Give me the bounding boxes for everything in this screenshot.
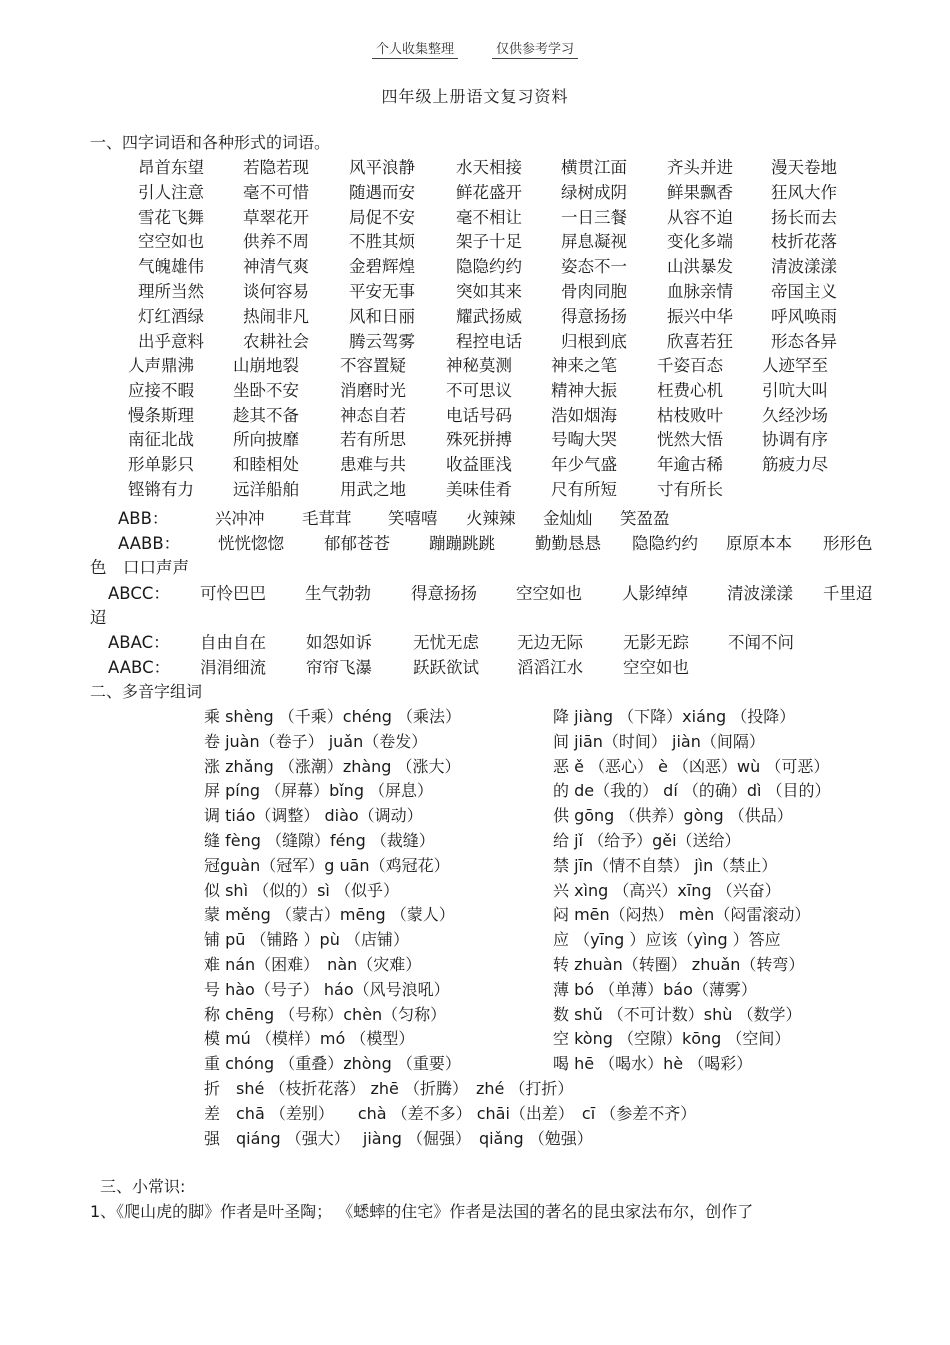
idiom-word: 谈何容易 bbox=[243, 281, 309, 301]
polyphone-entry: 给 jǐ （给予）gěi（送给） bbox=[553, 831, 741, 850]
polyphone-entry: 闷 mēn（闷热） mèn（闷雷滚动） bbox=[553, 905, 811, 925]
page-title: 四年级上册语文复习资料 bbox=[381, 87, 569, 106]
idiom-word: 水天相接 bbox=[456, 158, 522, 177]
aabb-line bbox=[118, 530, 873, 554]
aabb-word: 勤勤恳恳 bbox=[535, 534, 601, 553]
idiom-word: 神来之笔 bbox=[551, 356, 617, 375]
idiom-word: 昂首东望 bbox=[138, 158, 204, 177]
abcc-word: 得意扬扬 bbox=[411, 584, 477, 603]
abb-word: 笑盈盈 bbox=[620, 509, 670, 528]
abac-word: 不闻不问 bbox=[728, 633, 794, 652]
idiom-word: 殊死拼搏 bbox=[446, 430, 512, 450]
idiom-word: 浩如烟海 bbox=[551, 405, 617, 425]
idiom-word: 平安无事 bbox=[349, 281, 415, 301]
polyphone-entry: 恶 ě （恶心） è （凶恶）wù （可恶） bbox=[553, 756, 830, 776]
abb-word: 火辣辣 bbox=[466, 509, 516, 528]
idiom-word: 理所当然 bbox=[138, 281, 204, 301]
idiom-word: 若有所思 bbox=[340, 430, 406, 450]
idiom-word: 清波漾漾 bbox=[771, 257, 837, 277]
aabb-label: AABB： bbox=[118, 534, 181, 553]
polyphone-entry: 差 chā （差别） chà （差不多） chāi（出差） cī （参差不齐） bbox=[204, 1103, 697, 1123]
idiom-word: 空空如也 bbox=[138, 232, 204, 252]
aabc-word: 帘帘飞瀑 bbox=[306, 658, 372, 677]
idiom-word: 归根到底 bbox=[561, 331, 627, 351]
aabb-word: 恍恍惚惚 bbox=[218, 534, 284, 553]
polyphone-entry: 称 chēng （号称）chèn（匀称） bbox=[204, 1004, 447, 1024]
polyphone-entry: 强 qiáng （强大） jiàng （倔强） qiǎng （勉强） bbox=[204, 1128, 593, 1148]
polyphone-entry: 模 mú （模样）mó （模型） bbox=[204, 1029, 415, 1049]
idiom-word: 号啕大哭 bbox=[551, 430, 617, 450]
abac-label: ABAC： bbox=[108, 633, 170, 652]
aabc-line bbox=[108, 654, 689, 678]
idiom-word: 骨肉同胞 bbox=[561, 281, 627, 301]
abac-line bbox=[108, 629, 794, 653]
section2-heading: 二、多音字组词 bbox=[90, 682, 203, 701]
idiom-word: 应接不暇 bbox=[128, 380, 194, 400]
idiom-word: 绿树成阴 bbox=[561, 182, 627, 202]
idiom-word: 美味佳肴 bbox=[446, 479, 512, 499]
polyphone-entry: 薄 bó （单薄）báo（薄雾） bbox=[553, 979, 757, 999]
polyphone-entry: 缝 fèng （缝隙）féng （裁缝） bbox=[204, 831, 435, 850]
abcc-word: 生气勃勃 bbox=[305, 584, 371, 603]
section3-heading: 三、小常识: bbox=[100, 1177, 186, 1196]
idiom-word: 金碧辉煌 bbox=[349, 257, 415, 277]
idiom-word: 血脉亲情 bbox=[667, 281, 733, 301]
abcc-word: 千里迢 bbox=[823, 584, 873, 603]
polyphone-entry: 冠guàn（冠军）g uān（鸡冠花） bbox=[204, 855, 450, 875]
idiom-word: 振兴中华 bbox=[667, 306, 733, 326]
idiom-word: 尺有所短 bbox=[551, 479, 617, 499]
idiom-word: 千姿百态 bbox=[657, 356, 723, 375]
abb-line bbox=[118, 505, 670, 529]
abac-word: 如怨如诉 bbox=[306, 633, 372, 652]
idiom-word: 横贯江面 bbox=[561, 158, 627, 177]
idiom-word: 姿态不一 bbox=[561, 257, 627, 277]
idiom-word: 毫不可惜 bbox=[243, 182, 309, 202]
aabb-word: 原原本本 bbox=[726, 534, 792, 553]
abb-word: 笑嘻嘻 bbox=[388, 509, 438, 528]
polyphone-entry: 难 nán（困难） nàn（灾难） bbox=[204, 955, 422, 974]
aabc-label: AABC： bbox=[108, 658, 171, 677]
aabb-word: 郁郁苍苍 bbox=[324, 534, 390, 553]
idiom-word: 腾云驾雾 bbox=[349, 331, 415, 351]
idiom-word: 漫天卷地 bbox=[771, 158, 837, 177]
abcc-word: 可怜巴巴 bbox=[200, 584, 266, 603]
idiom-word: 神秘莫测 bbox=[446, 356, 512, 375]
idiom-word: 从容不迫 bbox=[667, 207, 733, 227]
abcc-word: 清波漾漾 bbox=[727, 584, 793, 603]
idiom-word: 枯枝败叶 bbox=[657, 405, 723, 425]
aabb-word: 蹦蹦跳跳 bbox=[429, 534, 495, 553]
idiom-word: 山崩地裂 bbox=[233, 356, 299, 375]
polyphone-entry: 转 zhuàn（转圈） zhuǎn（转弯） bbox=[553, 955, 805, 974]
idiom-word: 协调有序 bbox=[762, 430, 828, 450]
polyphone-entry: 的 de（我的） dí （的确）dì （目的） bbox=[553, 781, 831, 801]
idiom-word: 消磨时光 bbox=[340, 380, 406, 400]
idiom-word: 若隐若现 bbox=[243, 158, 309, 177]
idiom-word: 所向披靡 bbox=[233, 430, 299, 450]
idiom-word: 用武之地 bbox=[340, 479, 406, 499]
idiom-word: 齐头并进 bbox=[667, 158, 733, 177]
polyphone-entry: 铺 pū （铺路 ）pù （店铺） bbox=[204, 930, 409, 950]
idiom-word: 草翠花开 bbox=[243, 207, 309, 227]
idiom-word: 隐隐约约 bbox=[456, 257, 522, 277]
aabb-word: 隐隐约约 bbox=[632, 534, 698, 553]
idiom-word: 枉费心机 bbox=[657, 380, 723, 400]
idiom-word: 神态自若 bbox=[340, 405, 406, 425]
aabc-word: 跃跃欲试 bbox=[413, 658, 479, 677]
polyphone-entry: 卷 juàn（卷子） juǎn（卷发） bbox=[204, 731, 428, 751]
idiom-word: 一日三餐 bbox=[561, 207, 627, 227]
idiom-word: 气魄雄伟 bbox=[138, 257, 204, 277]
idiom-word: 呼风唤雨 bbox=[771, 306, 837, 326]
idiom-word: 不容置疑 bbox=[340, 356, 406, 375]
idiom-word: 慢条斯理 bbox=[128, 405, 194, 425]
idiom-word: 不胜其烦 bbox=[349, 232, 415, 252]
abb-word: 毛茸茸 bbox=[302, 509, 352, 528]
abb-label: ABB： bbox=[118, 509, 169, 528]
polyphone-entry: 号 hào（号子） háo（风号浪吼） bbox=[204, 979, 450, 999]
idiom-word: 年少气盛 bbox=[551, 455, 617, 475]
polyphone-entry: 乘 shèng （千乘）chéng （乘法） bbox=[204, 707, 461, 726]
polyphone-entry: 蒙 měng （蒙古）mēng （蒙人） bbox=[204, 905, 455, 925]
idiom-word: 鲜果飘香 bbox=[667, 182, 733, 202]
idiom-word: 收益匪浅 bbox=[446, 455, 512, 475]
idiom-word: 恍然大悟 bbox=[657, 430, 723, 450]
idiom-word: 引吭大叫 bbox=[762, 380, 828, 400]
header-right: 仅供参考学习 bbox=[492, 42, 578, 59]
idiom-word: 程控电话 bbox=[456, 331, 522, 351]
idiom-word: 人迹罕至 bbox=[762, 356, 828, 375]
aabc-word: 涓涓细流 bbox=[200, 658, 266, 677]
header-watermark bbox=[0, 38, 950, 57]
idiom-word: 远洋船舶 bbox=[233, 479, 299, 499]
idiom-word: 铿锵有力 bbox=[128, 479, 194, 499]
idiom-word: 扬长而去 bbox=[771, 207, 837, 227]
idiom-word: 坐卧不安 bbox=[233, 380, 299, 400]
idiom-word: 得意扬扬 bbox=[561, 306, 627, 326]
idiom-word: 形态各异 bbox=[771, 331, 837, 351]
abb-word: 兴冲冲 bbox=[215, 509, 265, 528]
idiom-word: 久经沙场 bbox=[762, 405, 828, 425]
idiom-word: 寸有所长 bbox=[657, 479, 723, 499]
idiom-word: 随遇而安 bbox=[349, 182, 415, 202]
polyphone-entry: 兴 xìng （高兴）xīng （兴奋） bbox=[553, 880, 781, 900]
polyphone-entry: 数 shǔ （不可计数）shù （数学） bbox=[553, 1004, 802, 1024]
idiom-word: 南征北战 bbox=[128, 430, 194, 450]
idiom-word: 帝国主义 bbox=[771, 281, 837, 301]
idiom-word: 屏息凝视 bbox=[561, 232, 627, 252]
polyphone-entry: 空 kòng （空隙）kōng （空间） bbox=[553, 1029, 791, 1049]
abb-word: 金灿灿 bbox=[543, 509, 593, 528]
idiom-word: 引人注意 bbox=[138, 182, 204, 202]
idiom-word: 供养不周 bbox=[243, 232, 309, 252]
section3-line1: 1、《爬山虎的脚》作者是叶圣陶； 《蟋蟀的住宅》作者是法国的著名的昆虫家法布尔，创作了 bbox=[90, 1202, 754, 1221]
idiom-word: 电话号码 bbox=[446, 405, 512, 425]
polyphone-entry: 屏 píng （屏幕）bǐng （屏息） bbox=[204, 781, 434, 801]
idiom-word: 变化多端 bbox=[667, 232, 733, 252]
polyphone-entry: 间 jiān（时间） jiàn（间隔） bbox=[553, 731, 765, 751]
polyphone-entry: 应 （yīng ）应该（yìng ）答应 bbox=[553, 930, 781, 950]
idiom-word: 鲜花盛开 bbox=[456, 182, 522, 202]
idiom-word: 狂风大作 bbox=[771, 182, 837, 202]
idiom-word: 风平浪静 bbox=[349, 158, 415, 177]
idiom-word: 耀武扬威 bbox=[456, 306, 522, 326]
idiom-word: 山洪暴发 bbox=[667, 257, 733, 277]
idiom-word: 局促不安 bbox=[349, 207, 415, 227]
abcc-line bbox=[108, 580, 873, 604]
polyphone-entry: 喝 hē （喝水）hè （喝彩） bbox=[553, 1054, 753, 1074]
idiom-word: 筋疲力尽 bbox=[762, 455, 828, 475]
idiom-word: 形单影只 bbox=[128, 455, 194, 475]
abac-word: 自由自在 bbox=[200, 633, 266, 652]
idiom-word: 精神大振 bbox=[551, 380, 617, 400]
idiom-word: 突如其来 bbox=[456, 281, 522, 301]
idiom-word: 人声鼎沸 bbox=[128, 356, 194, 375]
idiom-word: 趁其不备 bbox=[233, 405, 299, 425]
idiom-word: 神清气爽 bbox=[243, 257, 309, 277]
abcc-label: ABCC： bbox=[108, 584, 170, 603]
idiom-word: 年逾古稀 bbox=[657, 455, 723, 475]
abcc-wrap: 迢 bbox=[90, 608, 107, 627]
idiom-word: 毫不相让 bbox=[456, 207, 522, 227]
idiom-word: 欣喜若狂 bbox=[667, 331, 733, 351]
section1-heading: 一、四字词语和各种形式的词语。 bbox=[90, 133, 331, 152]
aabc-word: 空空如也 bbox=[623, 658, 689, 677]
abcc-word: 空空如也 bbox=[516, 584, 582, 603]
idiom-word: 不可思议 bbox=[446, 380, 512, 400]
idiom-word: 和睦相处 bbox=[233, 455, 299, 475]
aabb-wrap: 色 口口声声 bbox=[90, 558, 189, 577]
abac-word: 无影无踪 bbox=[623, 633, 689, 652]
polyphone-entry: 重 chóng （重叠）zhòng （重要） bbox=[204, 1054, 461, 1074]
polyphone-entry: 涨 zhǎng （涨潮）zhàng （涨大） bbox=[204, 756, 461, 776]
aabb-word: 形形色 bbox=[823, 534, 873, 553]
idiom-word: 患难与共 bbox=[340, 455, 406, 475]
idiom-word: 农耕社会 bbox=[243, 331, 309, 351]
abcc-word: 人影绰绰 bbox=[622, 584, 688, 603]
aabc-word: 滔滔江水 bbox=[517, 658, 583, 677]
idiom-word: 风和日丽 bbox=[349, 306, 415, 326]
idiom-word: 灯红酒绿 bbox=[138, 306, 204, 326]
polyphone-entry: 似 shì （似的）sì （似乎） bbox=[204, 880, 399, 900]
idiom-word: 热闹非凡 bbox=[243, 306, 309, 326]
abac-word: 无边无际 bbox=[517, 633, 583, 652]
idiom-word: 出乎意料 bbox=[138, 331, 204, 351]
polyphone-entry: 折 shé （枝折花落） zhē （折腾） zhé （打折） bbox=[204, 1079, 574, 1098]
polyphone-entry: 调 tiáo（调整） diào（调动） bbox=[204, 806, 423, 826]
idiom-word: 雪花飞舞 bbox=[138, 207, 204, 227]
polyphone-entry: 供 gōng （供养）gòng （供品） bbox=[553, 806, 793, 826]
header-left: 个人收集整理 bbox=[372, 42, 458, 59]
idiom-word: 枝折花落 bbox=[771, 232, 837, 252]
idiom-word: 架子十足 bbox=[456, 232, 522, 252]
polyphone-entry: 降 jiàng （下降）xiáng （投降） bbox=[553, 707, 796, 726]
abac-word: 无忧无虑 bbox=[413, 633, 479, 652]
polyphone-entry: 禁 jīn（情不自禁） jìn（禁止） bbox=[553, 855, 778, 875]
